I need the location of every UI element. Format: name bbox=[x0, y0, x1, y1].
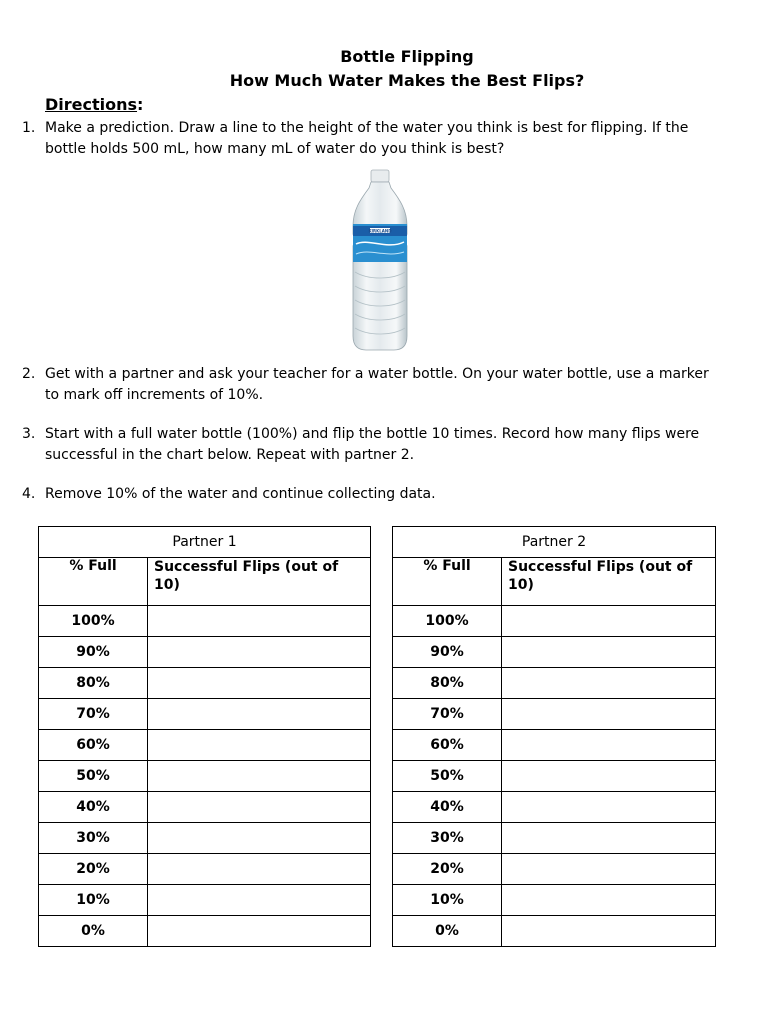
percent-full-cell: 40% bbox=[393, 792, 502, 823]
table-row bbox=[39, 823, 371, 854]
table-row bbox=[393, 637, 716, 668]
table-row bbox=[393, 916, 716, 947]
water-bottle-image bbox=[344, 168, 416, 352]
table-row bbox=[39, 637, 371, 668]
successful-flips-cell[interactable] bbox=[148, 606, 371, 637]
successful-flips-cell[interactable] bbox=[148, 668, 371, 699]
step-text: Start with a full water bottle (100%) and flip the bottle 10 times. Record how many flips were successful in the chart below. Repeat with partner 2. bbox=[45, 426, 700, 463]
step-text: Remove 10% of the water and continue collecting data. bbox=[45, 486, 436, 502]
successful-flips-cell[interactable] bbox=[502, 606, 716, 637]
successful-flips-cell[interactable] bbox=[148, 637, 371, 668]
table-row bbox=[393, 854, 716, 885]
step-text: Get with a partner and ask your teacher for a water bottle. On your water bottle, use a marker to mark off increments of 10%. bbox=[45, 366, 709, 403]
table-row bbox=[39, 761, 371, 792]
percent-full-cell: 90% bbox=[393, 637, 502, 668]
partner-1-rows bbox=[39, 606, 371, 947]
page-title: Bottle Flipping bbox=[340, 47, 474, 66]
table-row bbox=[39, 668, 371, 699]
successful-flips-cell[interactable] bbox=[148, 761, 371, 792]
successful-flips-cell[interactable] bbox=[148, 916, 371, 947]
successful-flips-cell[interactable] bbox=[148, 730, 371, 761]
percent-full-cell: 70% bbox=[39, 699, 148, 730]
percent-full-cell: 60% bbox=[39, 730, 148, 761]
successful-flips-cell[interactable] bbox=[502, 761, 716, 792]
step-text: Make a prediction. Draw a line to the height of the water you think is best for flipping. If the bottle holds 500 mL, how many mL of water do you think is best? bbox=[45, 120, 689, 157]
percent-full-cell: 20% bbox=[393, 854, 502, 885]
percent-full-cell: 60% bbox=[393, 730, 502, 761]
percent-full-cell: 70% bbox=[393, 699, 502, 730]
table-row bbox=[393, 885, 716, 916]
table-row bbox=[393, 699, 716, 730]
successful-flips-cell[interactable] bbox=[502, 854, 716, 885]
table-row bbox=[393, 606, 716, 637]
percent-full-header: % Full bbox=[393, 558, 502, 606]
percent-full-cell: 80% bbox=[39, 668, 148, 699]
successful-flips-header: Successful Flips (out of 10) bbox=[148, 558, 371, 606]
percent-full-cell: 50% bbox=[393, 761, 502, 792]
directions-colon: : bbox=[137, 95, 144, 114]
percent-full-cell: 40% bbox=[39, 792, 148, 823]
percent-full-cell: 10% bbox=[393, 885, 502, 916]
step-number: 4. bbox=[22, 486, 36, 502]
successful-flips-cell[interactable] bbox=[148, 699, 371, 730]
table-row bbox=[39, 606, 371, 637]
successful-flips-cell[interactable] bbox=[502, 699, 716, 730]
partner-2-table bbox=[392, 526, 716, 947]
table-row bbox=[393, 668, 716, 699]
table-row bbox=[39, 885, 371, 916]
table-row bbox=[393, 761, 716, 792]
percent-full-cell: 30% bbox=[39, 823, 148, 854]
percent-full-cell: 10% bbox=[39, 885, 148, 916]
table-row bbox=[39, 792, 371, 823]
partner-1-table bbox=[38, 526, 371, 947]
bottle-brand-text: KIRKLAND bbox=[368, 228, 392, 234]
partner-2-header: Partner 2 bbox=[393, 527, 716, 558]
successful-flips-cell[interactable] bbox=[502, 730, 716, 761]
page-subtitle: How Much Water Makes the Best Flips? bbox=[229, 71, 585, 90]
percent-full-cell: 100% bbox=[39, 606, 148, 637]
percent-full-cell: 90% bbox=[39, 637, 148, 668]
percent-full-cell: 50% bbox=[39, 761, 148, 792]
successful-flips-cell[interactable] bbox=[502, 668, 716, 699]
table-row bbox=[393, 792, 716, 823]
directions-label: Directions bbox=[45, 95, 138, 114]
successful-flips-cell[interactable] bbox=[502, 916, 716, 947]
table-row bbox=[393, 730, 716, 761]
table-row bbox=[39, 916, 371, 947]
successful-flips-cell[interactable] bbox=[502, 823, 716, 854]
percent-full-cell: 20% bbox=[39, 854, 148, 885]
step-number: 1. bbox=[22, 120, 36, 136]
successful-flips-cell[interactable] bbox=[148, 792, 371, 823]
percent-full-cell: 30% bbox=[393, 823, 502, 854]
step-number: 3. bbox=[22, 426, 36, 442]
table-row bbox=[39, 699, 371, 730]
percent-full-cell: 80% bbox=[393, 668, 502, 699]
partner-1-header: Partner 1 bbox=[39, 527, 371, 558]
successful-flips-header: Successful Flips (out of 10) bbox=[502, 558, 716, 606]
percent-full-cell: 100% bbox=[393, 606, 502, 637]
percent-full-cell: 0% bbox=[393, 916, 502, 947]
partner-2-rows bbox=[393, 606, 716, 947]
successful-flips-cell[interactable] bbox=[148, 885, 371, 916]
directions-heading bbox=[45, 94, 143, 116]
successful-flips-cell[interactable] bbox=[502, 637, 716, 668]
percent-full-cell: 0% bbox=[39, 916, 148, 947]
table-row bbox=[39, 854, 371, 885]
table-row bbox=[393, 823, 716, 854]
successful-flips-cell[interactable] bbox=[148, 854, 371, 885]
successful-flips-cell[interactable] bbox=[148, 823, 371, 854]
successful-flips-cell[interactable] bbox=[502, 792, 716, 823]
step-number: 2. bbox=[22, 366, 36, 382]
successful-flips-cell[interactable] bbox=[502, 885, 716, 916]
percent-full-header: % Full bbox=[39, 558, 148, 606]
table-row bbox=[39, 730, 371, 761]
